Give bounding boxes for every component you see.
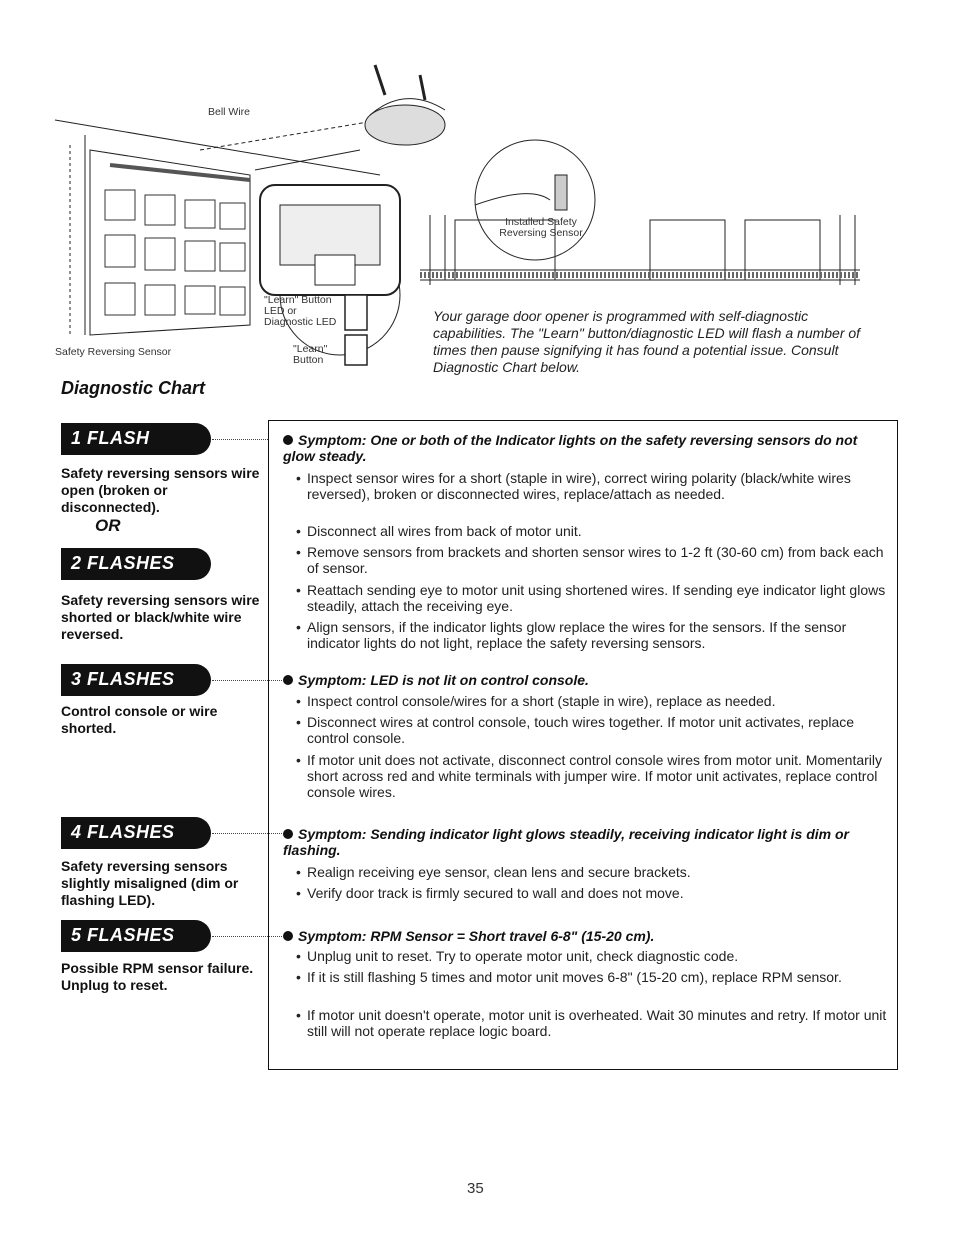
flash-label: 4 FLASHES xyxy=(71,822,175,842)
or-label: OR xyxy=(95,516,121,535)
list-item: • If it is still flashing 5 times and motor unit moves 6-8" (15-20 cm), replace RPM sensor. xyxy=(296,969,842,985)
installed-sensor-label: Installed Safety Reversing Sensor xyxy=(499,216,583,239)
list-item: • Inspect sensor wires for a short (staple in wire), correct wiring polarity (black/white wires reversed), broken or disconnected wires, replace/attach as needed. xyxy=(296,470,851,502)
symptom-title: Symptom: LED is not lit on control console. xyxy=(283,672,883,688)
flash-cause: Possible RPM sensor failure. Unplug to reset. xyxy=(61,960,254,993)
flash-badge-2 xyxy=(61,548,226,580)
flash-badge-3 xyxy=(61,664,226,696)
flash-cause: Safety reversing sensors wire shorted or black/white wire reversed. xyxy=(61,592,260,642)
list-item: • Reattach sending eye to motor unit using shortened wires. If sending eye indicator light glows steadily, attach the receiving eye. xyxy=(296,582,886,614)
intro-text: Your garage door opener is programmed with self-diagnostic capabilities. The "Learn" button/diagnostic LED will flash a number of times then pause signifying it has found a potential issue. Consult Diagnostic Chart below. xyxy=(433,308,861,375)
learn-button-label: "Learn" Button xyxy=(293,343,328,366)
chart-title: Diagnostic Chart xyxy=(61,378,206,398)
list-item: • Verify door track is firmly secured to wall and does not move. xyxy=(296,885,684,901)
flash-cause: Safety reversing sensors wire open (broken or disconnected). xyxy=(61,465,260,515)
flash-badge-1 xyxy=(61,423,226,455)
flash-label: 5 FLASHES xyxy=(71,925,175,945)
list-item: • If motor unit doesn't operate, motor unit is overheated. Wait 30 minutes and retry. If motor unit still will not operate replace logic board. xyxy=(296,1007,887,1039)
list-item: • If motor unit does not activate, disconnect control console wires from motor unit. Momentarily short across red and white terminals with jumper wire. If motor unit activates, replace control console wires. xyxy=(296,752,883,800)
flash-cause: Safety reversing sensors slightly misaligned (dim or flashing LED). xyxy=(61,858,239,908)
symptom-title: Symptom: RPM Sensor = Short travel 6-8" (15-20 cm). xyxy=(283,928,883,944)
safety-sensor-label: Safety Reversing Sensor xyxy=(55,346,172,358)
symptom-title: Symptom: Sending indicator light glows steadily, receiving indicator light is dim or flashing. xyxy=(283,826,849,858)
bullet-icon xyxy=(283,675,293,685)
flash-label: 2 FLASHES xyxy=(71,553,175,573)
list-item: • Align sensors, if the indicator lights glow replace the wires for the sensors. If the sensor indicator lights do not light, replace the safety reversing sensors. xyxy=(296,619,847,651)
flash-label: 3 FLASHES xyxy=(71,669,175,689)
page-number: 35 xyxy=(467,1180,484,1197)
symptom-title: Symptom: One or both of the Indicator lights on the safety reversing sensors do not glow steady. xyxy=(283,432,858,464)
bell-wire-label: Bell Wire xyxy=(208,106,251,118)
flash-badge-5 xyxy=(61,920,226,952)
flash-badge-4 xyxy=(61,817,226,849)
list-item: • Remove sensors from brackets and shorten sensor wires to 1-2 ft (30-60 cm) from back each of sensor. xyxy=(296,544,884,576)
flash-label: 1 FLASH xyxy=(71,428,150,448)
bullet-icon xyxy=(283,829,293,839)
flash-cause: Control console or wire shorted. xyxy=(61,703,218,736)
list-item: • Unplug unit to reset. Try to operate motor unit, check diagnostic code. xyxy=(296,948,739,964)
list-item: • Disconnect wires at control console, touch wires together. If motor unit activates, replace control console. xyxy=(296,714,855,746)
bullet-icon xyxy=(283,931,293,941)
list-item: • Disconnect all wires from back of motor unit. xyxy=(296,523,582,539)
list-item: • Realign receiving eye sensor, clean lens and secure brackets. xyxy=(296,864,691,880)
leader-line xyxy=(212,439,268,440)
learn-led-label: "Learn" Button LED or Diagnostic LED xyxy=(264,294,337,328)
list-item: • Inspect control console/wires for a short (staple in wire), replace as needed. xyxy=(296,693,776,709)
bullet-icon xyxy=(283,435,293,445)
